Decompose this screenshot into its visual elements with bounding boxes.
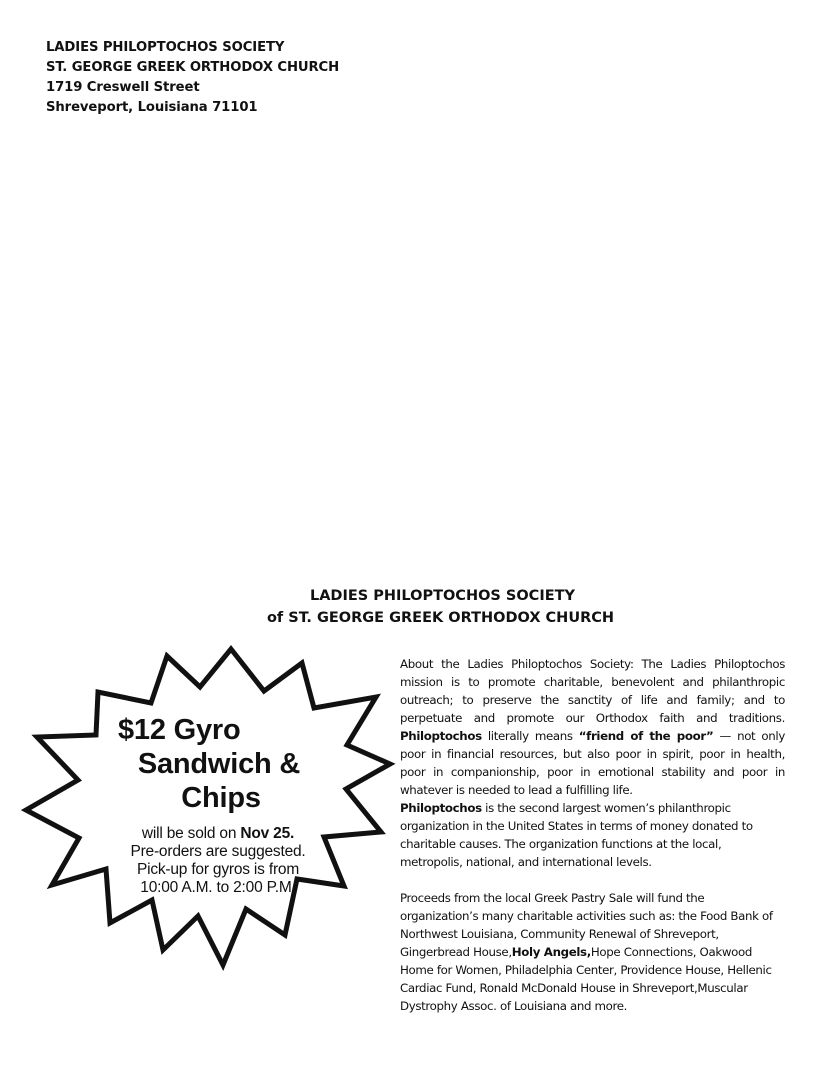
about-paragraph-2: [400, 799, 785, 871]
promo-details: [98, 825, 338, 897]
promo-sold-text: will be sold on: [141, 825, 241, 842]
philoptochos-term-2: Philoptochos: [400, 801, 482, 815]
paragraph-spacer: [400, 871, 785, 889]
about-poor-text: — not only poor in financial resources, but also poor in spirit, poor in health, poor in companionship, poor in emotional stability and poor in whatever is needed to lead a fulfilling life.: [400, 729, 785, 797]
about-intro-text: About the Ladies Philoptochos Society: The Ladies Philoptochos mission is to promote charitable, benevolent and philanthropic outreach; to preserve the sanctity of life and family; and to perpetuate and promote our Orthodox faith and traditions.: [400, 657, 785, 725]
promo-detail-line-4: 10:00 A.M. to 2:00 P.M.: [140, 879, 296, 896]
friend-of-the-poor-quote: “friend of the poor”: [578, 729, 714, 743]
promo-detail-line-2: Pre-orders are suggested.: [130, 843, 306, 860]
about-section: [400, 655, 785, 1015]
promo-detail-line-3: Pick-up for gyros is from: [136, 861, 300, 878]
return-address-line-3: 1719 Creswell Street: [46, 80, 200, 95]
society-heading-line-1: LADIES PHILOPTOCHOS SOCIETY: [309, 588, 576, 604]
promo-title-line-3: Chips: [181, 782, 261, 814]
promo-title-line-2: Sandwich &: [137, 748, 301, 780]
about-means-text: literally means: [481, 729, 579, 743]
gyro-promo: [98, 713, 338, 897]
holy-angels-text: Holy Angels,: [511, 945, 591, 959]
philoptochos-term: Philoptochos: [400, 729, 482, 743]
proceeds-text: Proceeds from the local Greek Pastry Sale will fund the organization’s many charitable activities such as: the Food Bank of Northwest Louisiana, Community Renewal of Shreveport, Gingerbread House,: [400, 891, 773, 959]
promo-title: [98, 713, 338, 815]
proceeds-text-continued: Hope Connections, Oakwood Home for Women, Philadelphia Center, Providence House, Hellenic Cardiac Fund, Ronald McDonald House in Shreveport,Muscular Dystrophy Assoc. of Louisiana and more.: [400, 945, 772, 1013]
return-address-line-1: LADIES PHILOPTOCHOS SOCIETY: [46, 40, 285, 55]
promo-date: Nov 25: [240, 825, 290, 842]
about-paragraph-1: [400, 655, 785, 799]
return-address-line-4: Shreveport, Louisiana 71101: [46, 100, 258, 115]
promo-detail-line-1: [98, 825, 338, 843]
promo-title-line-1: $12 Gyro: [118, 714, 241, 746]
society-heading-line-2: of ST. GEORGE GREEK ORTHODOX CHURCH: [266, 610, 615, 626]
about-organization-text: is the second largest women’s philanthropic organization in the United States in terms of money donated to charitable causes. The organization functions at the local, metropolis, national, and international levels.: [400, 801, 753, 869]
promo-date-period: .: [290, 825, 295, 842]
about-paragraph-3: [400, 889, 785, 1015]
return-address-line-2: ST. GEORGE GREEK ORTHODOX CHURCH: [46, 60, 340, 75]
